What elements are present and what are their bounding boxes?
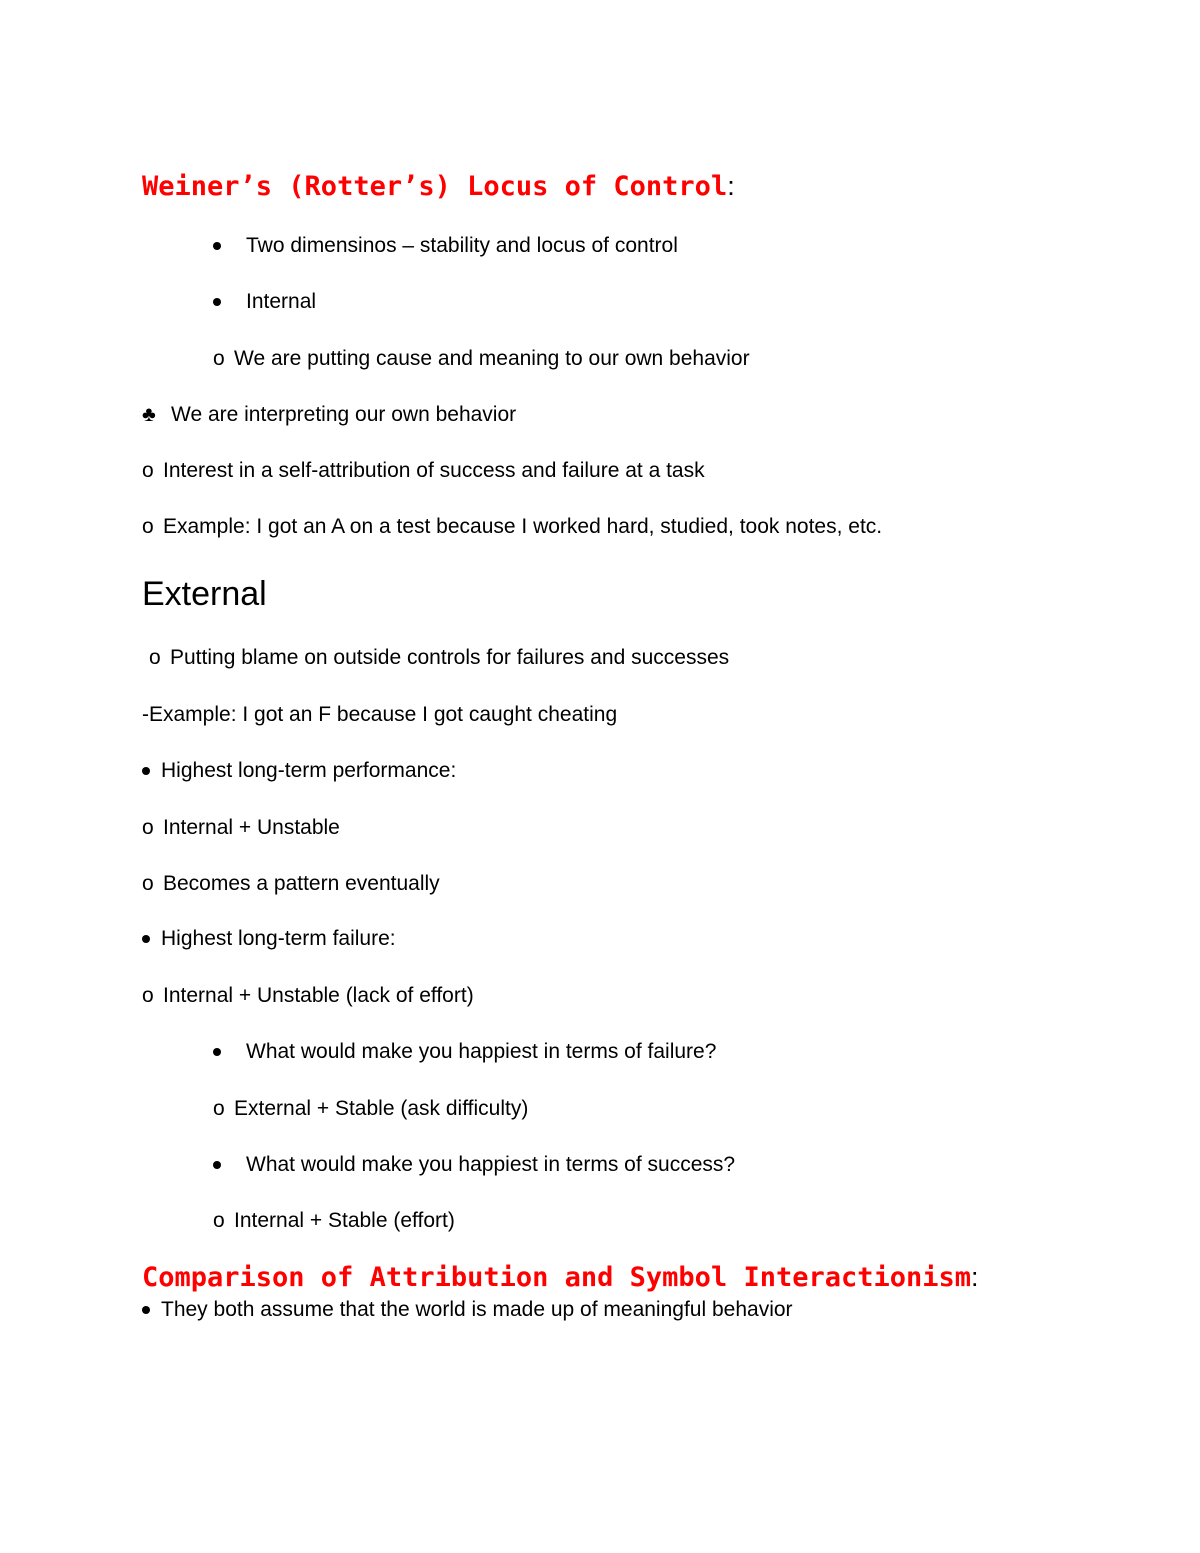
section-heading-comparison xyxy=(142,1261,979,1294)
sub-bullet-icon: o xyxy=(213,1209,225,1232)
bullet-icon xyxy=(142,1306,150,1314)
sub-bullet-icon: o xyxy=(149,646,161,669)
section-subheading-external: External xyxy=(142,575,267,613)
list-item: Internal + Unstable (lack of effort) xyxy=(163,984,474,1007)
list-item: What would make you happiest in terms of success? xyxy=(246,1153,736,1176)
sub-bullet-icon: o xyxy=(142,984,154,1007)
sub-bullet-icon: o xyxy=(213,1097,225,1120)
club-bullet-icon: ♣ xyxy=(142,403,156,426)
list-item: Highest long-term failure: xyxy=(161,927,396,950)
heading-colon: : xyxy=(727,171,735,201)
sub-bullet-icon: o xyxy=(142,515,154,538)
sub-bullet-icon: o xyxy=(142,816,154,839)
list-item: Internal + Unstable xyxy=(163,816,340,839)
list-item: Highest long-term performance: xyxy=(161,759,457,782)
list-item: Interest in a self-attribution of success and failure at a task xyxy=(163,459,705,482)
list-item: What would make you happiest in terms of failure? xyxy=(246,1040,717,1063)
sub-bullet-icon: o xyxy=(213,347,225,370)
list-item: Putting blame on outside controls for failures and successes xyxy=(170,646,730,669)
heading-colon: : xyxy=(971,1262,979,1292)
list-item: We are putting cause and meaning to our own behavior xyxy=(234,347,750,370)
section-heading-locus-of-control xyxy=(142,170,735,203)
list-item: Internal xyxy=(246,290,317,313)
list-item: Two dimensinos – stability and locus of control xyxy=(246,234,678,257)
heading-text: Weiner’s (Rotter’s) Locus of Control xyxy=(142,171,728,202)
list-item: Example: I got an A on a test because I worked hard, studied, took notes, etc. xyxy=(163,515,883,538)
sub-bullet-icon: o xyxy=(142,872,154,895)
bullet-icon xyxy=(213,242,221,250)
sub-bullet-icon: o xyxy=(142,459,154,482)
heading-text: Comparison of Attribution and Symbol Interactionism xyxy=(142,1262,972,1293)
bullet-icon xyxy=(213,1161,221,1169)
bullet-icon xyxy=(142,935,150,943)
list-item: -Example: I got an F because I got caught cheating xyxy=(142,703,618,726)
list-item: Internal + Stable (effort) xyxy=(234,1209,455,1232)
list-item: They both assume that the world is made up of meaningful behavior xyxy=(161,1298,793,1321)
bullet-icon xyxy=(213,1048,221,1056)
list-item: Becomes a pattern eventually xyxy=(163,872,440,895)
bullet-icon xyxy=(213,298,221,306)
bullet-icon xyxy=(142,767,150,775)
list-item: We are interpreting our own behavior xyxy=(171,403,517,426)
list-item: External + Stable (ask difficulty) xyxy=(234,1097,529,1120)
